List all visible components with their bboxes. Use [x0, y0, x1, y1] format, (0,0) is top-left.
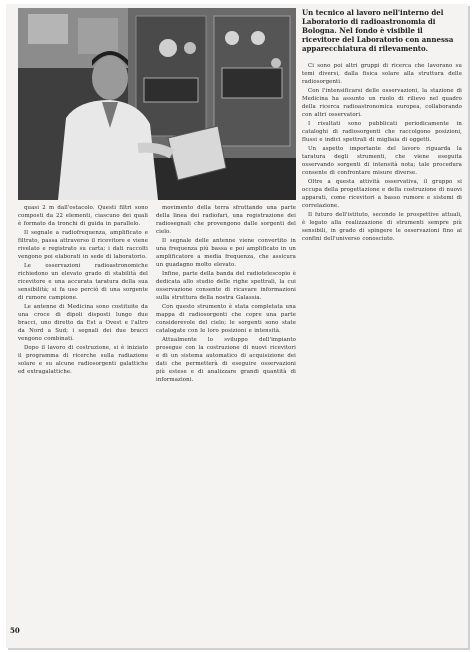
paragraph: Infine, parte della banda del radiotelescopio è dedicata allo studio delle righe spettrali, la cui osservazione consente di ricavare informazioni sulla struttura della nostra Galassia. — [156, 271, 296, 301]
paragraph: Oltre a questa attività osservativa, il gruppo si occupa della progettazione e della costruzione di nuovi apparati, come ricevitori a basso rumore e sistemi di correlazione. — [302, 179, 462, 209]
paragraph: Dopo il lavoro di costruzione, si è iniziato il programma di ricerche sulla radiazione solare e su alcune radiosorgenti galattiche ed extragalattiche. — [18, 345, 148, 375]
paragraph: I risultati sono pubblicati periodicamente in cataloghi di radiosorgenti che raccolgono posizioni, flussi e indici spettrali di migliaia di oggetti. — [302, 121, 462, 143]
paragraph: Il segnale delle antenne viene convertito in una frequenza più bassa e poi amplificato in un amplificatore a media frequenza, che assicura un guadagno molto elevato. — [156, 238, 296, 268]
lab-photo-illustration — [18, 8, 296, 200]
photo-caption: Un tecnico al lavoro nell'interno del Laboratorio di radioastronomia di Bologna. Nel fondo è visibile il ricevitore del Laboratorio con annessa apparecchiatura di rilevamento. — [302, 8, 454, 53]
paragraph: Con l'intensificarsi delle osservazioni, la stazione di Medicina ha assunto un ruolo di rilievo nel quadro della ricerca radioastronomica europea, collaborando con altri osservatori. — [302, 88, 462, 118]
paragraph: Le osservazioni radioastronomiche richiedono un elevato grado di stabilità del ricevitore e una accurata taratura della sua sensibilità; si fa uso perciò di una sorgente di rumore campione. — [18, 263, 148, 301]
text-column-1 — [18, 204, 148, 604]
paragraph: Il futuro dell'istituto, secondo le prospettive attuali, è legato alla realizzazione di strumenti sempre più sensibili, in grado di spingere le osservazioni fino ai confini dell'universo conosciuto. — [302, 212, 462, 242]
paragraph: Il segnale a radiofrequenza, amplificato e filtrato, passa attraverso il ricevitore e viene rivelato e registrato su carta; i dati raccolti vengono poi elaborati in sede di laboratorio. — [18, 230, 148, 260]
paragraph: Attualmente lo sviluppo dell'impianto prosegue con la costruzione di nuovi ricevitori e di un sistema automatico di acquisizione dei dati che permetterà di eseguire osservazioni più estese e di analizzare grandi quantità di informazioni. — [156, 337, 296, 383]
page-number: 50 — [10, 626, 20, 635]
magazine-page — [6, 4, 468, 648]
paragraph: quasi 2 m dall'ostacolo. Questi filtri sono composti da 22 elementi, ciascuno dei quali è formato da tronchi di guida in parallelo. — [18, 205, 148, 227]
text-column-2 — [156, 204, 296, 624]
paragraph: Le antenne di Medicina sono costituite da una croce di dipoli disposti lungo due bracci, uno diretto da Est a Ovest e l'altro da Nord a Sud; i segnali dei due bracci vengono combinati. — [18, 304, 148, 342]
text-column-3 — [302, 62, 462, 618]
paragraph: Ci sono poi altri gruppi di ricerca che lavorano su temi diversi, dalla fisica solare alla struttura delle radiosorgenti. — [302, 63, 462, 85]
paragraph: movimento della terra sfruttando una parte della linea dei radiofari, una registrazione dei radiosegnali che provengono dalle sorgenti del cielo. — [156, 205, 296, 235]
paragraph: Con questo strumento è stata completata una mappa di radiosorgenti che copre una parte considerevole del cielo; le sorgenti sono state catalogate con le loro posizioni e intensità. — [156, 304, 296, 334]
photograph-technician-lab — [18, 8, 296, 200]
paragraph: Un aspetto importante del lavoro riguarda la taratura degli strumenti, che viene eseguita osservando sorgenti di intensità nota; tale procedura consente di confrontare misure diverse. — [302, 146, 462, 176]
